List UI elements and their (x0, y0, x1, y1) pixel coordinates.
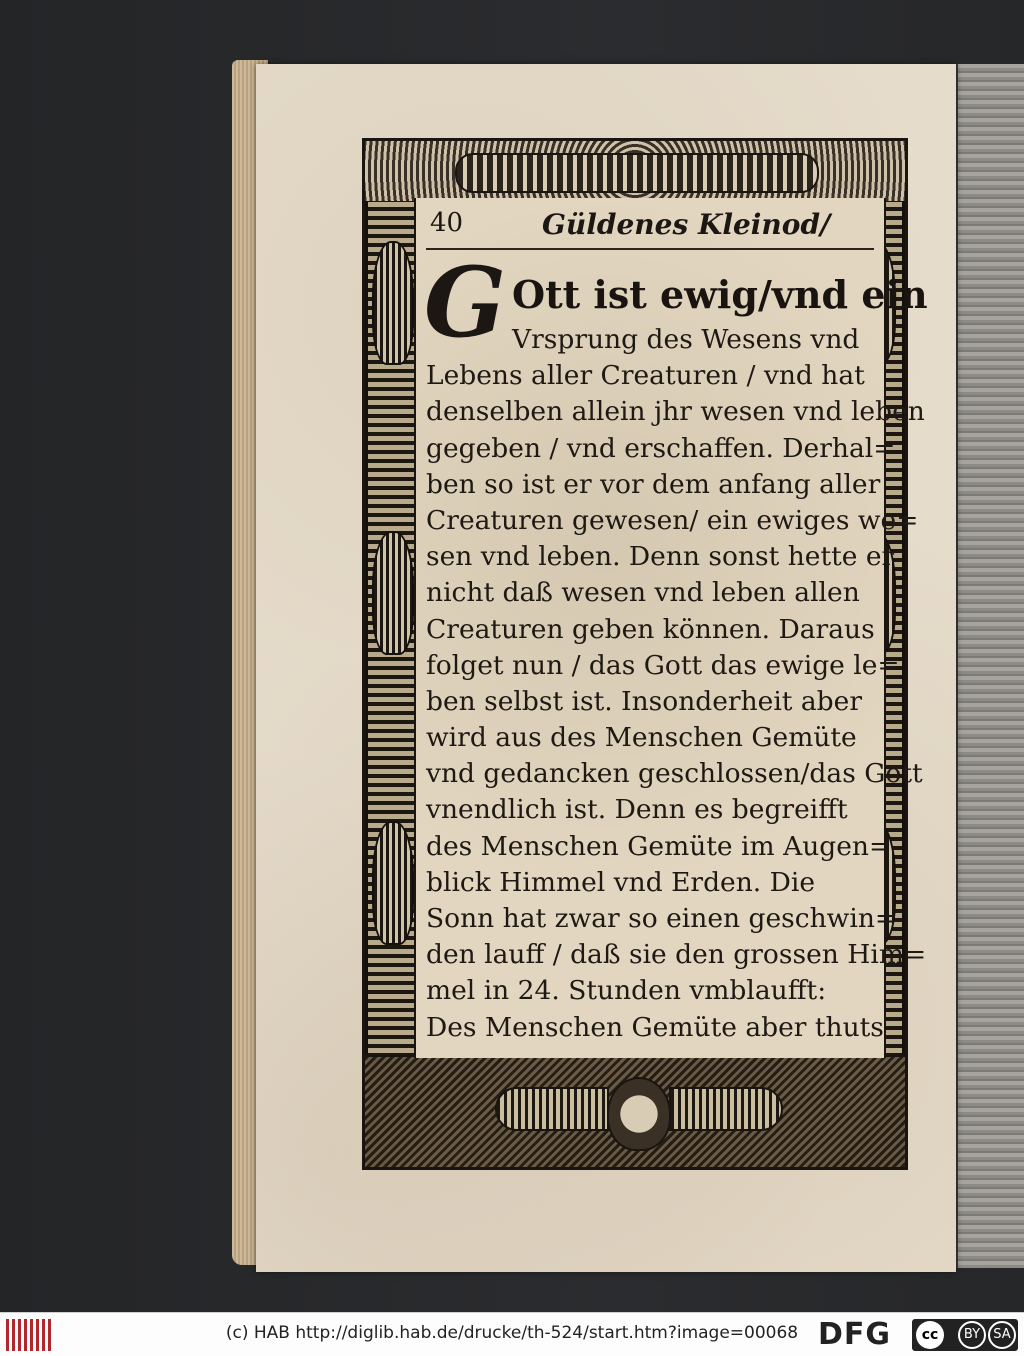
cherub-head (607, 1077, 671, 1151)
copyright-link[interactable]: (c) HAB http://diglib.hab.de/drucke/th-524/start.htm?image=00068 (225, 1323, 799, 1343)
text-line: folget nun / das Gott das ewige le= (426, 649, 900, 681)
drop-cap: G (424, 246, 506, 359)
cherub-wing-left (495, 1087, 609, 1131)
bottom-ornament-band (365, 1054, 905, 1167)
text-line: vnd gedancken geschlossen/das Gott (426, 758, 923, 790)
text-line: wird aus des Menschen Gemüte (426, 722, 857, 754)
text-line: denselben allein jhr wesen vnd leben (426, 396, 925, 428)
opening-line: Ott ist ewig/vnd ein (512, 272, 928, 317)
running-title: Güldenes Kleinod/ (542, 208, 831, 241)
foliage-ornament (455, 153, 819, 193)
text-line: ben so ist er vor dem anfang aller (426, 468, 881, 500)
pillar-vase (372, 821, 414, 945)
text-line: sen vnd leben. Denn sonst hette er (426, 541, 895, 573)
body-text (426, 322, 927, 1046)
text-line: vnendlich ist. Denn es begreifft (426, 794, 848, 826)
text-line: mel in 24. Stunden vmblaufft: (426, 975, 827, 1007)
cc-license-badge[interactable] (912, 1319, 1018, 1351)
text-line: des Menschen Gemüte im Augen= (426, 830, 892, 862)
text-line: Sonn hat zwar so einen geschwin= (426, 903, 898, 934)
cc-sa-icon: SA (988, 1321, 1016, 1349)
text-line: den lauff / daß sie den grossen Him= (426, 939, 927, 971)
pillar-vase (372, 241, 414, 365)
text-line: nicht daß wesen vnd leben allen (426, 577, 860, 609)
page-number: 40 (430, 208, 464, 238)
text-line: Creaturen geben können. Daraus (426, 613, 875, 645)
text-line: Vrsprung des Wesens vnd (512, 324, 860, 355)
pillar-vase (372, 531, 414, 655)
cherub-wing-right (669, 1087, 783, 1131)
running-head (426, 204, 874, 250)
text-line: Des Menschen Gemüte aber thuts (426, 1011, 884, 1043)
cc-icon: cc (916, 1321, 944, 1349)
dfg-logo: DFG (818, 1317, 892, 1352)
top-ornament-band (365, 141, 905, 204)
facing-page-edge (956, 64, 1024, 1268)
text-line: blick Himmel vnd Erden. Die (426, 866, 816, 898)
cc-by-icon: BY (958, 1321, 986, 1349)
text-line: ben selbst ist. Insonderheit aber (426, 685, 862, 717)
text-line: gegeben / vnd erschaffen. Derhal= (426, 432, 896, 464)
text-line: Lebens aller Creaturen / vnd hat (426, 360, 865, 392)
text-line: Creaturen gewesen/ ein ewiges we= (426, 504, 919, 536)
text-panel (414, 198, 928, 1058)
footer-bar (0, 1312, 1024, 1356)
